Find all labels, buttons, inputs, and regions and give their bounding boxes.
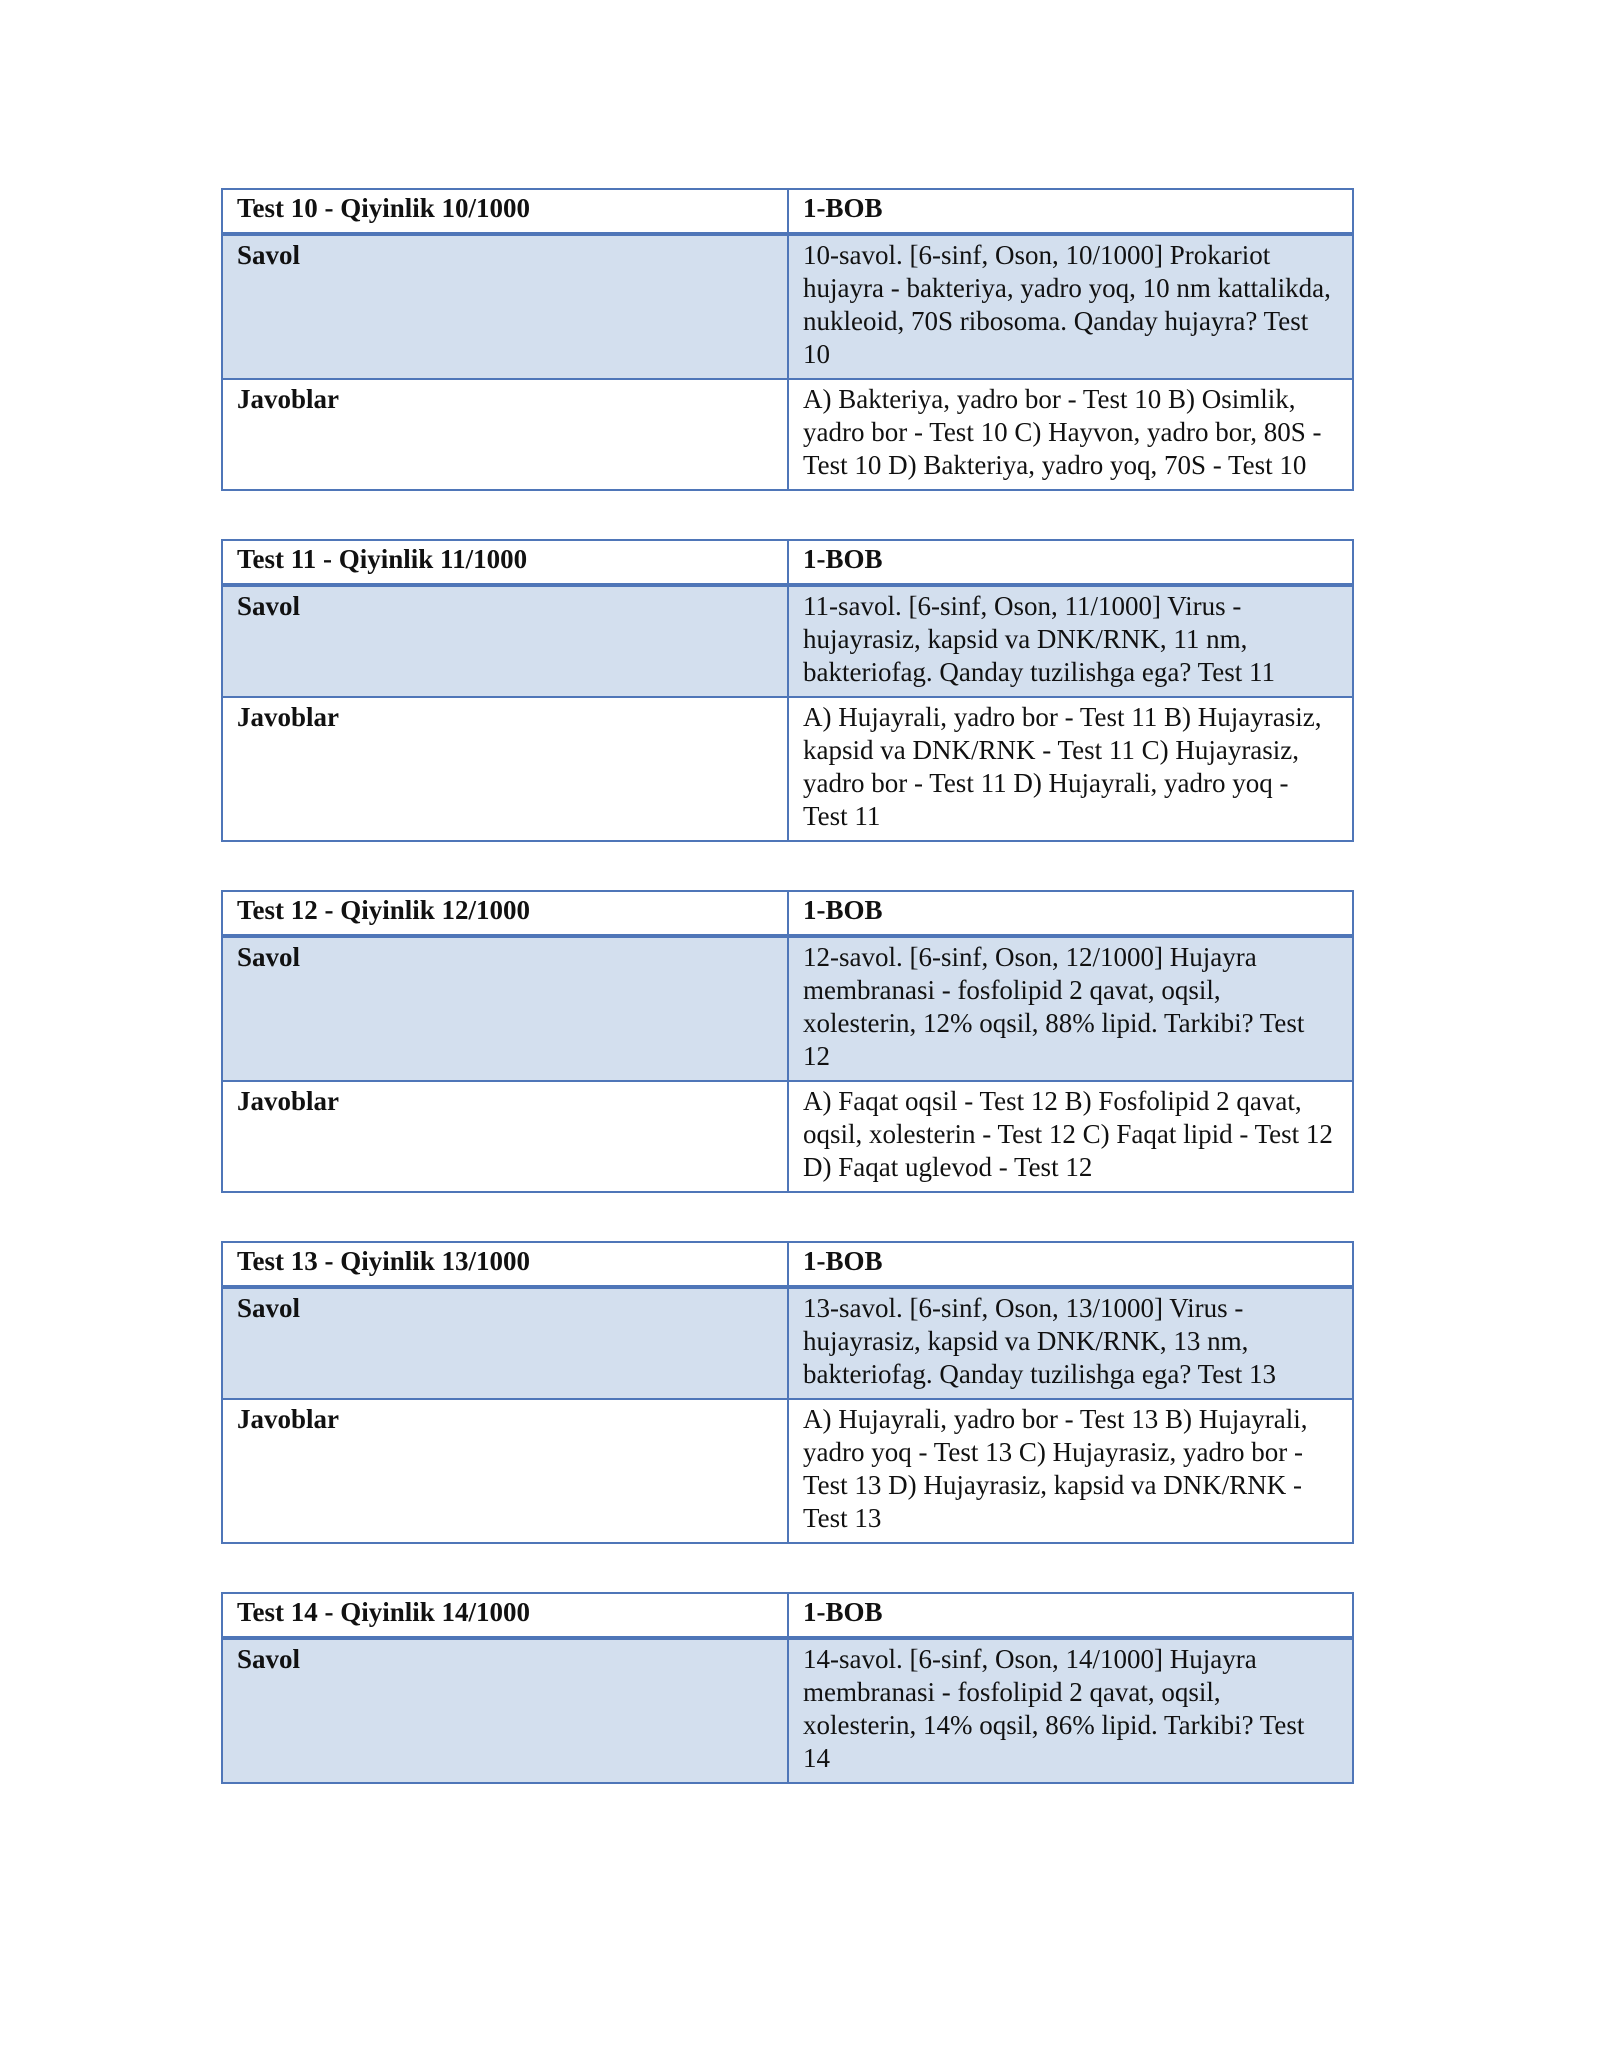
question-text: 13-savol. [6-sinf, Oson, 13/1000] Virus - hujayrasiz, kapsid va DNK/RNK, 13 nm, bakteriofag. Qanday tuzilishga ega? Test 13 [788, 1287, 1353, 1399]
question-text: 14-savol. [6-sinf, Oson, 14/1000] Hujayra membranasi - fosfolipid 2 qavat, oqsil, xolesterin, 14% oqsil, 86% lipid. Tarkibi? Test 14 [788, 1638, 1353, 1783]
test-title: Test 13 - Qiyinlik 13/1000 [222, 1242, 788, 1287]
question-label: Savol [222, 234, 788, 379]
question-label: Savol [222, 585, 788, 697]
test-title: Test 10 - Qiyinlik 10/1000 [222, 189, 788, 234]
test-chapter: 1-BOB [788, 540, 1353, 585]
question-label: Savol [222, 1287, 788, 1399]
question-label: Savol [222, 1638, 788, 1783]
answers-label: Javoblar [222, 1081, 788, 1192]
test-table-13 [221, 1241, 1354, 1544]
question-row [222, 585, 1353, 697]
answers-text: A) Hujayrali, yadro bor - Test 13 B) Hujayrali, yadro yoq - Test 13 C) Hujayrasiz, yadro bor - Test 13 D) Hujayrasiz, kapsid va DNK/RNK - Test 13 [788, 1399, 1353, 1543]
test-title: Test 11 - Qiyinlik 11/1000 [222, 540, 788, 585]
test-table-12 [221, 890, 1354, 1193]
answers-text: A) Bakteriya, yadro bor - Test 10 B) Osimlik, yadro bor - Test 10 C) Hayvon, yadro bor, 80S - Test 10 D) Bakteriya, yadro yoq, 70S - Test 10 [788, 379, 1353, 490]
test-header-row [222, 1242, 1353, 1287]
test-chapter: 1-BOB [788, 1242, 1353, 1287]
test-title: Test 12 - Qiyinlik 12/1000 [222, 891, 788, 936]
answers-label: Javoblar [222, 1399, 788, 1543]
question-row [222, 1638, 1353, 1783]
question-text: 12-savol. [6-sinf, Oson, 12/1000] Hujayra membranasi - fosfolipid 2 qavat, oqsil, xolesterin, 12% oqsil, 88% lipid. Tarkibi? Test 12 [788, 936, 1353, 1081]
answers-row [222, 1399, 1353, 1543]
test-chapter: 1-BOB [788, 189, 1353, 234]
question-text: 11-savol. [6-sinf, Oson, 11/1000] Virus - hujayrasiz, kapsid va DNK/RNK, 11 nm, bakteriofag. Qanday tuzilishga ega? Test 11 [788, 585, 1353, 697]
test-header-row [222, 189, 1353, 234]
answers-row [222, 1081, 1353, 1192]
answers-row [222, 379, 1353, 490]
test-header-row [222, 1593, 1353, 1638]
test-list [221, 188, 1352, 1832]
answers-text: A) Hujayrali, yadro bor - Test 11 B) Hujayrasiz, kapsid va DNK/RNK - Test 11 C) Hujayrasiz, yadro bor - Test 11 D) Hujayrali, yadro yoq - Test 11 [788, 697, 1353, 841]
answers-label: Javoblar [222, 697, 788, 841]
test-header-row [222, 540, 1353, 585]
test-header-row [222, 891, 1353, 936]
question-text: 10-savol. [6-sinf, Oson, 10/1000] Prokariot hujayra - bakteriya, yadro yoq, 10 nm kattalikda, nukleoid, 70S ribosoma. Qanday hujayra? Test 10 [788, 234, 1353, 379]
question-label: Savol [222, 936, 788, 1081]
test-table-10 [221, 188, 1354, 491]
answers-row [222, 697, 1353, 841]
test-chapter: 1-BOB [788, 1593, 1353, 1638]
answers-text: A) Faqat oqsil - Test 12 B) Fosfolipid 2 qavat, oqsil, xolesterin - Test 12 C) Faqat lipid - Test 12 D) Faqat uglevod - Test 12 [788, 1081, 1353, 1192]
test-table-14 [221, 1592, 1354, 1784]
question-row [222, 1287, 1353, 1399]
test-title: Test 14 - Qiyinlik 14/1000 [222, 1593, 788, 1638]
question-row [222, 234, 1353, 379]
test-table-11 [221, 539, 1354, 842]
test-chapter: 1-BOB [788, 891, 1353, 936]
question-row [222, 936, 1353, 1081]
answers-label: Javoblar [222, 379, 788, 490]
